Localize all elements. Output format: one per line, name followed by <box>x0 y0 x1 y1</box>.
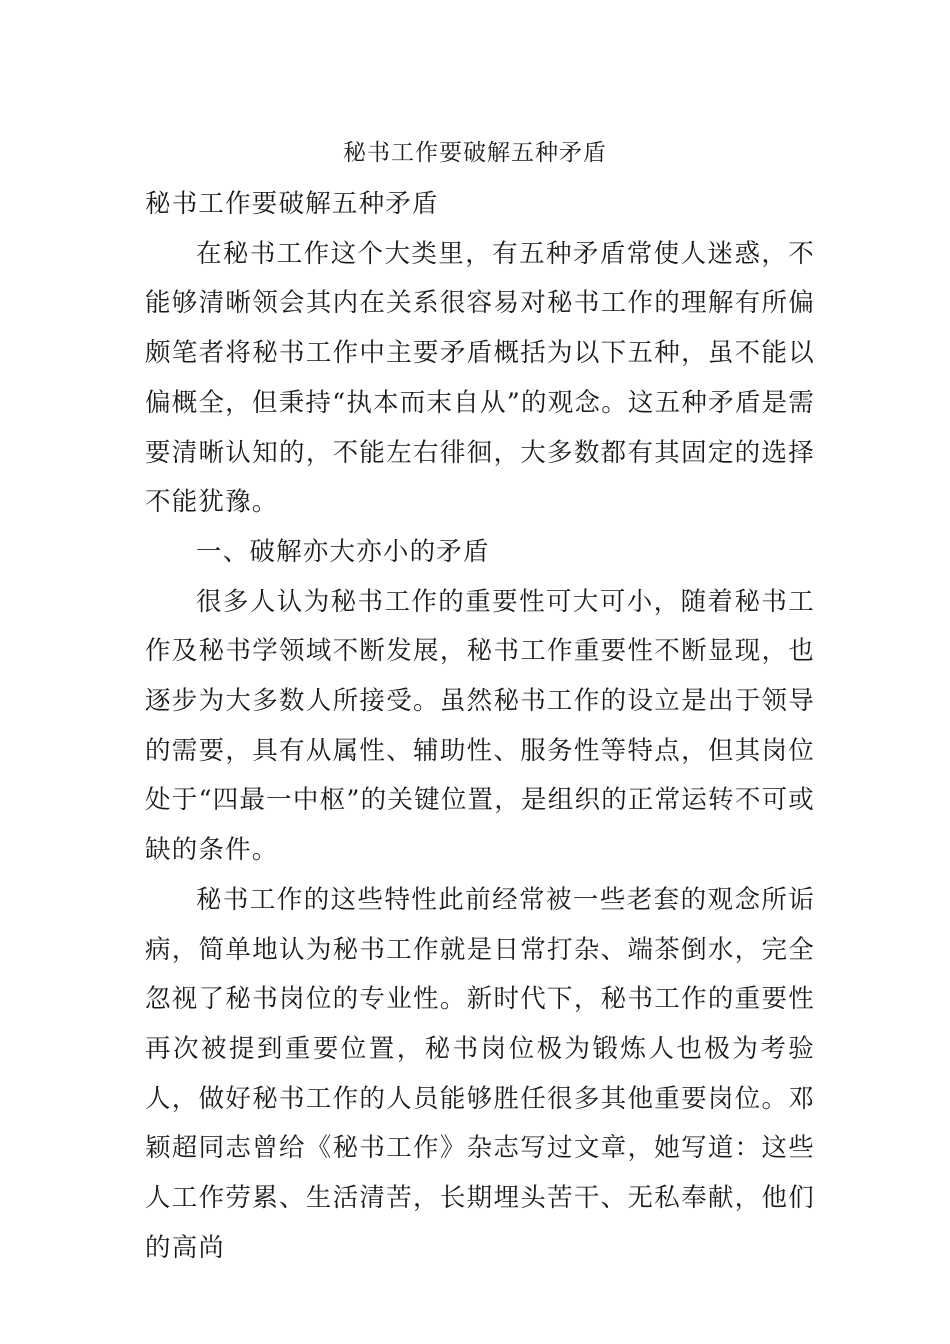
document-subtitle: 秘书工作要破解五种矛盾 <box>145 189 439 219</box>
paragraph-section-1-a: 很多人认为秘书工作的重要性可大可小，随着秘书工作及秘书学领域不断发展，秘书工作重要性不断显现，也逐步为大多数人所接受。虽然秘书工作的设立是出于领导的需要，具有从属性、辅助性、服务性等特点，但其岗位处于“四最一中枢”的关键位置，是组织的正常运转不可或缺的条件。 <box>145 586 815 866</box>
section-heading-1: 一、破解亦大亦小的矛盾 <box>196 536 490 567</box>
paragraph-section-1-b: 秘书工作的这些特性此前经常被一些老套的观念所诟病，简单地认为秘书工作就是日常打杂、端茶倒水，完全忽视了秘书岗位的专业性。新时代下，秘书工作的重要性再次被提到重要位置，秘书岗位极为锻炼人也极为考验人，做好秘书工作的人员能够胜任很多其他重要岗位。邓颖超同志曾给《秘书工作》杂志写过文章，她写道：这些人工作劳累、生活清苦，长期埋头苦干、无私奉献，他们的高尚 <box>145 884 815 1263</box>
paragraph-intro: 在秘书工作这个大类里，有五种矛盾常使人迷惑，不能够清晰领会其内在关系很容易对秘书工作的理解有所偏颇笔者将秘书工作中主要矛盾概括为以下五种，虽不能以偏概全，但秉持“执本而末自从”的观念。这五种矛盾是需要清晰认知的，不能左右徘徊，大多数都有其固定的选择不能犹豫。 <box>145 238 815 518</box>
document-body <box>145 180 815 1273</box>
document-title: 秘书工作要破解五种矛盾 <box>343 140 607 166</box>
